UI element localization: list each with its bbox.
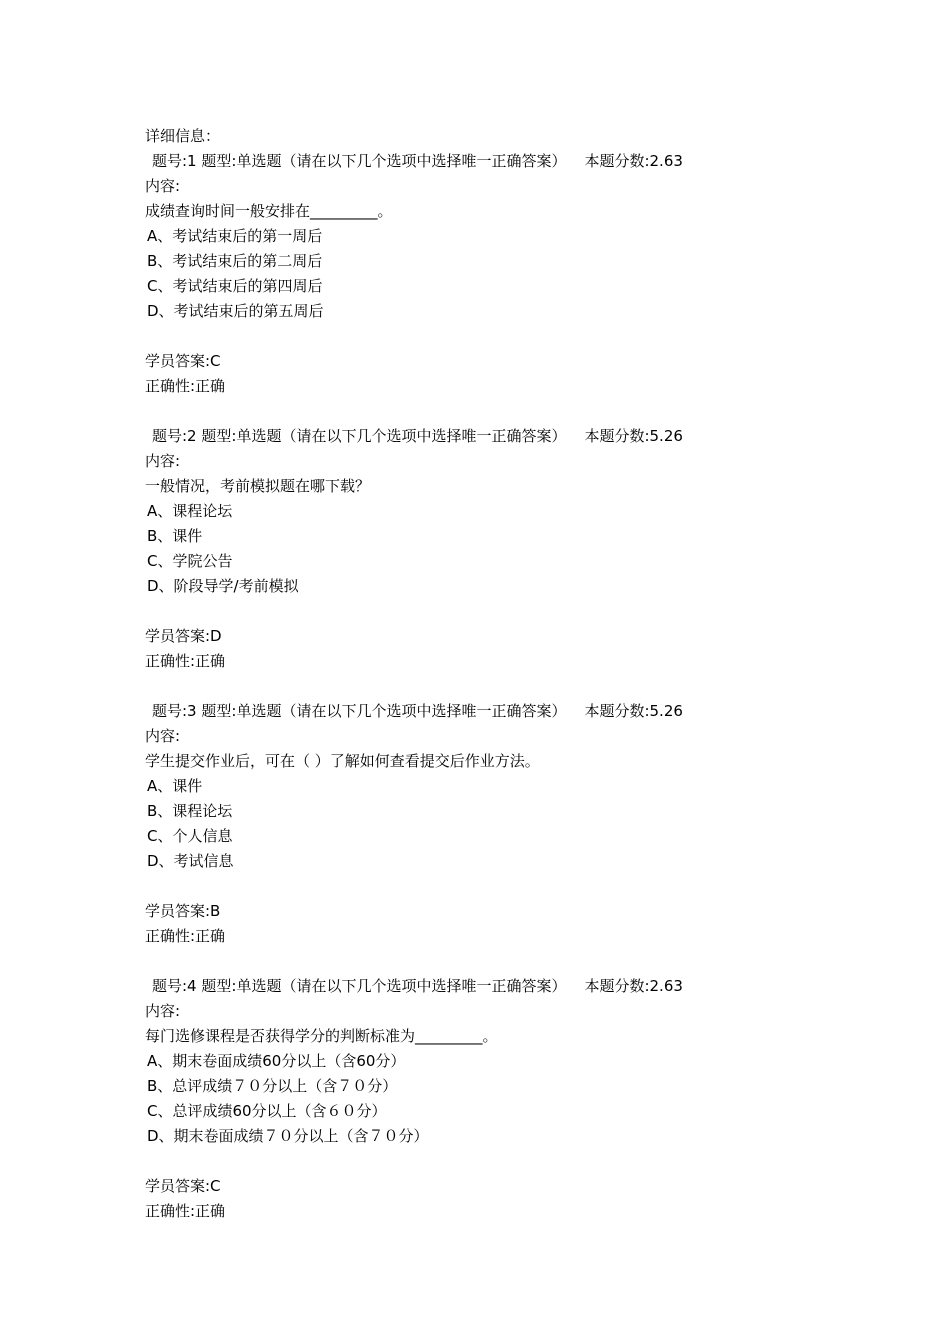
option-d: D、期末卷面成绩７０分以上（含７０分） xyxy=(147,1127,429,1145)
spacer xyxy=(145,599,845,624)
page-title: 详细信息： xyxy=(145,127,221,145)
question-block-1 xyxy=(145,149,845,399)
question-header xyxy=(145,974,845,999)
question-score: 本题分数:5.26 xyxy=(584,702,683,720)
option-d: D、阶段导学/考前模拟 xyxy=(147,577,299,595)
spacer xyxy=(145,874,845,899)
option-b: B、课件 xyxy=(147,527,203,545)
spacer xyxy=(145,949,845,974)
question-type: 题型:单选题（请在以下几个选项中选择唯一正确答案） xyxy=(201,977,567,995)
content-label: 内容: xyxy=(145,1002,181,1020)
question-header xyxy=(145,424,845,449)
option-a: A、课件 xyxy=(147,777,203,795)
question-text: 成绩查询时间一般安排在_________。 xyxy=(145,202,393,220)
question-number: 题号:2 xyxy=(152,427,197,445)
correctness: 正确性:正确 xyxy=(145,652,226,670)
option-d: D、考试信息 xyxy=(147,852,234,870)
option-c: C、个人信息 xyxy=(147,827,233,845)
question-text: 学生提交作业后，可在（ ）了解如何查看提交后作业方法。 xyxy=(145,752,540,770)
spacer xyxy=(145,399,845,424)
spacer xyxy=(145,674,845,699)
question-text: 一般情况，考前模拟题在哪下载？ xyxy=(145,477,371,495)
student-answer: 学员答案:D xyxy=(145,627,222,645)
question-block-2 xyxy=(145,424,845,674)
student-answer: 学员答案:B xyxy=(145,902,221,920)
question-text: 每门选修课程是否获得学分的判断标准为_________。 xyxy=(145,1027,498,1045)
question-score: 本题分数:5.26 xyxy=(584,427,683,445)
student-answer: 学员答案:C xyxy=(145,1177,221,1195)
option-b: B、总评成绩７０分以上（含７０分） xyxy=(147,1077,398,1095)
option-d: D、考试结束后的第五周后 xyxy=(147,302,324,320)
question-number: 题号:3 xyxy=(152,702,197,720)
option-a: A、考试结束后的第一周后 xyxy=(147,227,323,245)
correctness: 正确性:正确 xyxy=(145,377,226,395)
question-type: 题型:单选题（请在以下几个选项中选择唯一正确答案） xyxy=(201,152,567,170)
content-label: 内容: xyxy=(145,177,181,195)
content-label: 内容: xyxy=(145,452,181,470)
question-number: 题号:4 xyxy=(152,977,197,995)
spacer xyxy=(145,1149,845,1174)
option-a: A、期末卷面成绩60分以上（含60分） xyxy=(147,1052,406,1070)
question-block-3 xyxy=(145,699,845,949)
question-block-4 xyxy=(145,974,845,1224)
question-type: 题型:单选题（请在以下几个选项中选择唯一正确答案） xyxy=(201,702,567,720)
option-c: C、总评成绩60分以上（含６０分） xyxy=(147,1102,387,1120)
student-answer: 学员答案:C xyxy=(145,352,221,370)
correctness: 正确性:正确 xyxy=(145,1202,226,1220)
option-b: B、课程论坛 xyxy=(147,802,233,820)
question-header xyxy=(145,699,845,724)
option-a: A、课程论坛 xyxy=(147,502,233,520)
question-score: 本题分数:2.63 xyxy=(584,977,683,995)
correctness: 正确性:正确 xyxy=(145,927,226,945)
document-page xyxy=(145,124,845,1224)
question-score: 本题分数:2.63 xyxy=(584,152,683,170)
option-b: B、考试结束后的第二周后 xyxy=(147,252,323,270)
spacer xyxy=(145,324,845,349)
question-type: 题型:单选题（请在以下几个选项中选择唯一正确答案） xyxy=(201,427,567,445)
question-header xyxy=(145,149,845,174)
option-c: C、学院公告 xyxy=(147,552,233,570)
option-c: C、考试结束后的第四周后 xyxy=(147,277,323,295)
question-number: 题号:1 xyxy=(152,152,197,170)
content-label: 内容: xyxy=(145,727,181,745)
